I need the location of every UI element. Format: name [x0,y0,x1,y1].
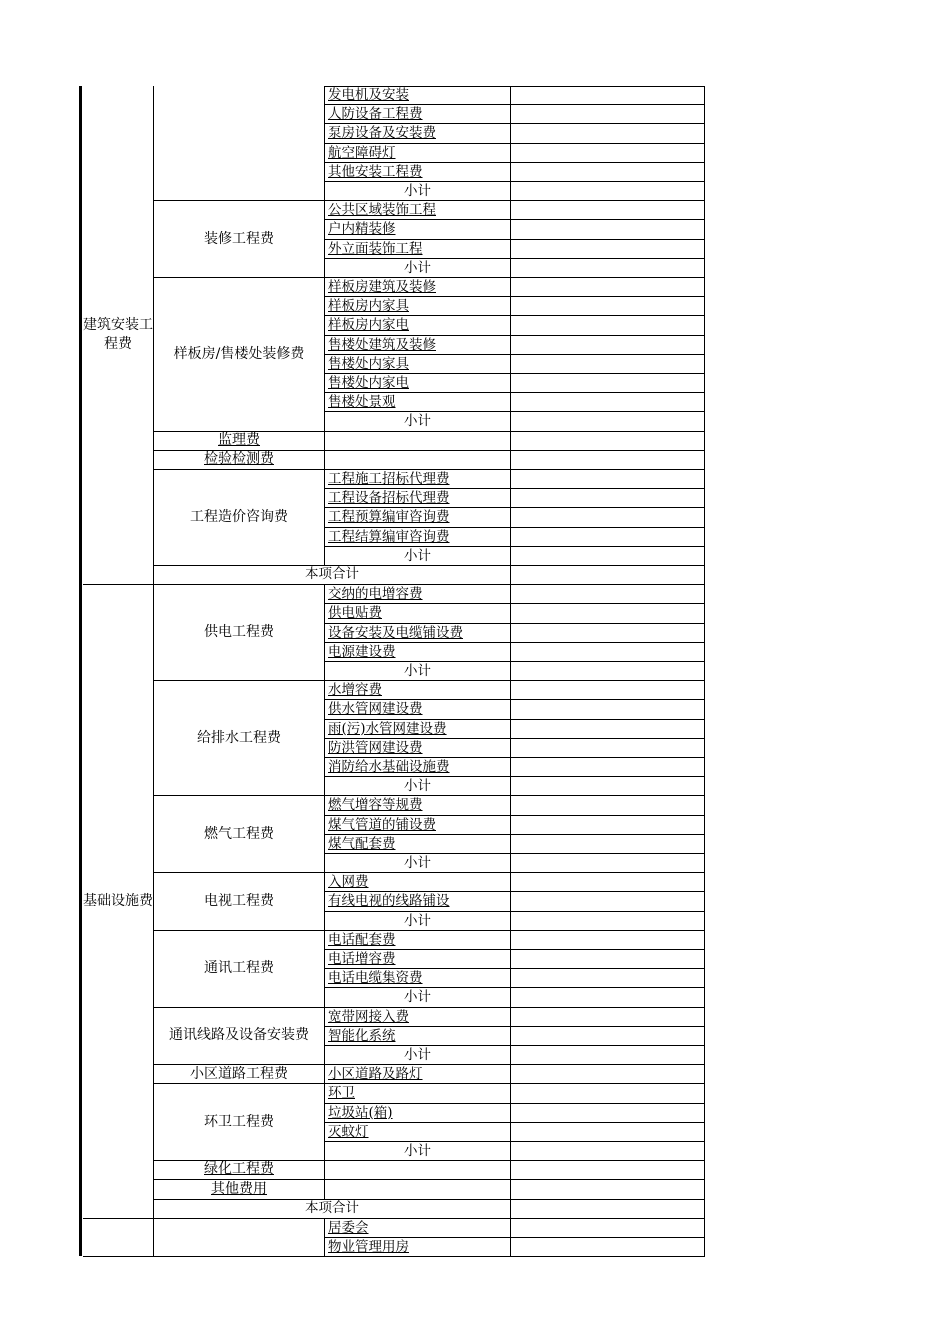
item-label: 售楼处内家电 [324,374,510,393]
value-cell[interactable] [510,1065,705,1084]
item-label: 电话电缆集资费 [324,969,510,988]
item-label: 环卫 [324,1084,510,1103]
value-cell[interactable] [510,240,705,259]
item-label: 售楼处内家具 [324,355,510,374]
value-cell[interactable] [510,489,705,508]
group-name: 供电工程费 [153,585,324,681]
item-label: 工程设备招标代理费 [324,489,510,508]
item-label: 航空障碍灯 [324,144,510,163]
item-label: 水增容费 [324,681,510,700]
item-label: 其他安装工程费 [324,163,510,182]
value-cell[interactable] [510,643,705,662]
section-category: 基础设施费 [83,585,153,1219]
value-cell[interactable] [510,662,705,681]
value-cell[interactable] [510,528,705,547]
value-cell[interactable] [510,1238,705,1257]
item-label: 雨(污)水管网建设费 [324,720,510,739]
item-label: 入网费 [324,873,510,892]
item-label: 外立面装饰工程 [324,240,510,259]
item-label: 户内精装修 [324,220,510,239]
group-name: 监理费 [153,432,324,451]
group-name: 给排水工程费 [153,681,324,796]
value-cell[interactable] [510,777,705,796]
value-cell[interactable] [510,816,705,835]
value-cell[interactable] [510,1123,705,1142]
value-cell[interactable] [510,1084,705,1103]
value-cell[interactable] [510,1219,705,1238]
value-cell[interactable] [510,969,705,988]
value-cell[interactable] [510,854,705,873]
value-cell[interactable] [510,547,705,566]
item-label: 设备安装及电缆铺设费 [324,624,510,643]
item-label: 灭蚊灯 [324,1123,510,1142]
value-cell[interactable] [510,1008,705,1027]
item-label: 防洪管网建设费 [324,739,510,758]
value-cell[interactable] [510,432,705,451]
value-cell[interactable] [510,912,705,931]
subtotal-label: 小计 [324,547,510,566]
value-cell[interactable] [510,1161,705,1180]
value-cell[interactable] [510,1046,705,1065]
section-total-label: 本项合计 [153,566,510,585]
group-name: 环卫工程费 [153,1084,324,1161]
item-label: 居委会 [324,1219,510,1238]
value-cell[interactable] [510,739,705,758]
group-name: 电视工程费 [153,873,324,931]
item-label: 泵房设备及安装费 [324,124,510,143]
group-name [153,86,324,201]
value-cell[interactable] [510,758,705,777]
group-name: 样板房/售楼处装修费 [153,278,324,432]
item-label: 燃气增容等规费 [324,796,510,815]
value-cell[interactable] [510,201,705,220]
item-label: 垃圾站(箱) [324,1104,510,1123]
subtotal-label: 小计 [324,912,510,931]
subtotal-label: 小计 [324,777,510,796]
group-name: 小区道路工程费 [153,1065,324,1084]
value-cell[interactable] [510,1180,705,1199]
value-cell[interactable] [510,182,705,201]
value-cell[interactable] [510,585,705,604]
group-name [153,1219,324,1257]
empty-cell [324,1180,510,1199]
item-label: 人防设备工程费 [324,105,510,124]
empty-cell [324,432,510,451]
item-label: 电源建设费 [324,643,510,662]
subtotal-label: 小计 [324,182,510,201]
item-label: 供电贴费 [324,604,510,623]
item-label: 小区道路及路灯 [324,1065,510,1084]
value-cell[interactable] [510,988,705,1007]
group-name: 通讯工程费 [153,931,324,1008]
group-name: 通讯线路及设备安装费 [153,1008,324,1066]
value-cell[interactable] [510,355,705,374]
item-label: 样板房内家电 [324,316,510,335]
value-cell[interactable] [510,950,705,969]
subtotal-label: 小计 [324,1046,510,1065]
subtotal-label: 小计 [324,1142,510,1161]
value-cell[interactable] [510,393,705,412]
subtotal-label: 小计 [324,259,510,278]
value-cell[interactable] [510,124,705,143]
item-label: 煤气管道的铺设费 [324,816,510,835]
item-label: 有线电视的线路铺设 [324,892,510,911]
value-cell[interactable] [510,835,705,854]
section-total-value[interactable] [510,1200,705,1219]
section-total-label: 本项合计 [153,1200,510,1219]
empty-cell [324,1161,510,1180]
value-cell[interactable] [510,624,705,643]
value-cell[interactable] [510,412,705,431]
item-label: 消防给水基础设施费 [324,758,510,777]
value-cell[interactable] [510,105,705,124]
value-cell[interactable] [510,374,705,393]
item-label: 电话配套费 [324,931,510,950]
value-cell[interactable] [510,297,705,316]
empty-cell [324,451,510,470]
item-label: 售楼处景观 [324,393,510,412]
value-cell[interactable] [510,796,705,815]
value-cell[interactable] [510,604,705,623]
item-label: 电话增容费 [324,950,510,969]
item-label: 工程预算编审咨询费 [324,508,510,527]
value-cell[interactable] [510,220,705,239]
subtotal-label: 小计 [324,662,510,681]
item-label: 供水管网建设费 [324,700,510,719]
item-label: 工程施工招标代理费 [324,470,510,489]
section-category: 建筑安装工程费 [83,86,153,585]
item-label: 智能化系统 [324,1027,510,1046]
value-cell[interactable] [510,700,705,719]
group-name: 绿化工程费 [153,1161,324,1180]
value-cell[interactable] [510,873,705,892]
item-label: 样板房建筑及装修 [324,278,510,297]
value-cell[interactable] [510,336,705,355]
value-cell[interactable] [510,144,705,163]
value-cell[interactable] [510,163,705,182]
value-cell[interactable] [510,931,705,950]
item-label: 样板房内家具 [324,297,510,316]
item-label: 售楼处建筑及装修 [324,336,510,355]
value-cell[interactable] [510,681,705,700]
value-cell[interactable] [510,1142,705,1161]
value-cell[interactable] [510,470,705,489]
section-category [83,1219,153,1257]
item-label: 发电机及安装 [324,86,510,105]
item-label: 交纳的电增容费 [324,585,510,604]
subtotal-label: 小计 [324,988,510,1007]
group-name: 其他费用 [153,1180,324,1199]
value-cell[interactable] [510,316,705,335]
value-cell[interactable] [510,259,705,278]
item-label: 公共区域装饰工程 [324,201,510,220]
value-cell[interactable] [510,1027,705,1046]
value-cell[interactable] [510,1104,705,1123]
item-label: 工程结算编审咨询费 [324,528,510,547]
subtotal-label: 小计 [324,854,510,873]
item-label: 宽带网接入费 [324,1008,510,1027]
group-name: 装修工程费 [153,201,324,278]
value-cell[interactable] [510,451,705,470]
subtotal-label: 小计 [324,412,510,431]
value-cell[interactable] [510,86,705,105]
item-label: 物业管理用房 [324,1238,510,1257]
group-name: 检验检测费 [153,451,324,470]
section-total-value[interactable] [510,566,705,585]
value-cell[interactable] [510,720,705,739]
item-label: 煤气配套费 [324,835,510,854]
value-cell[interactable] [510,508,705,527]
sheet-left-border [79,86,82,1256]
value-cell[interactable] [510,278,705,297]
group-name: 燃气工程费 [153,796,324,873]
value-cell[interactable] [510,892,705,911]
group-name: 工程造价咨询费 [153,470,324,566]
